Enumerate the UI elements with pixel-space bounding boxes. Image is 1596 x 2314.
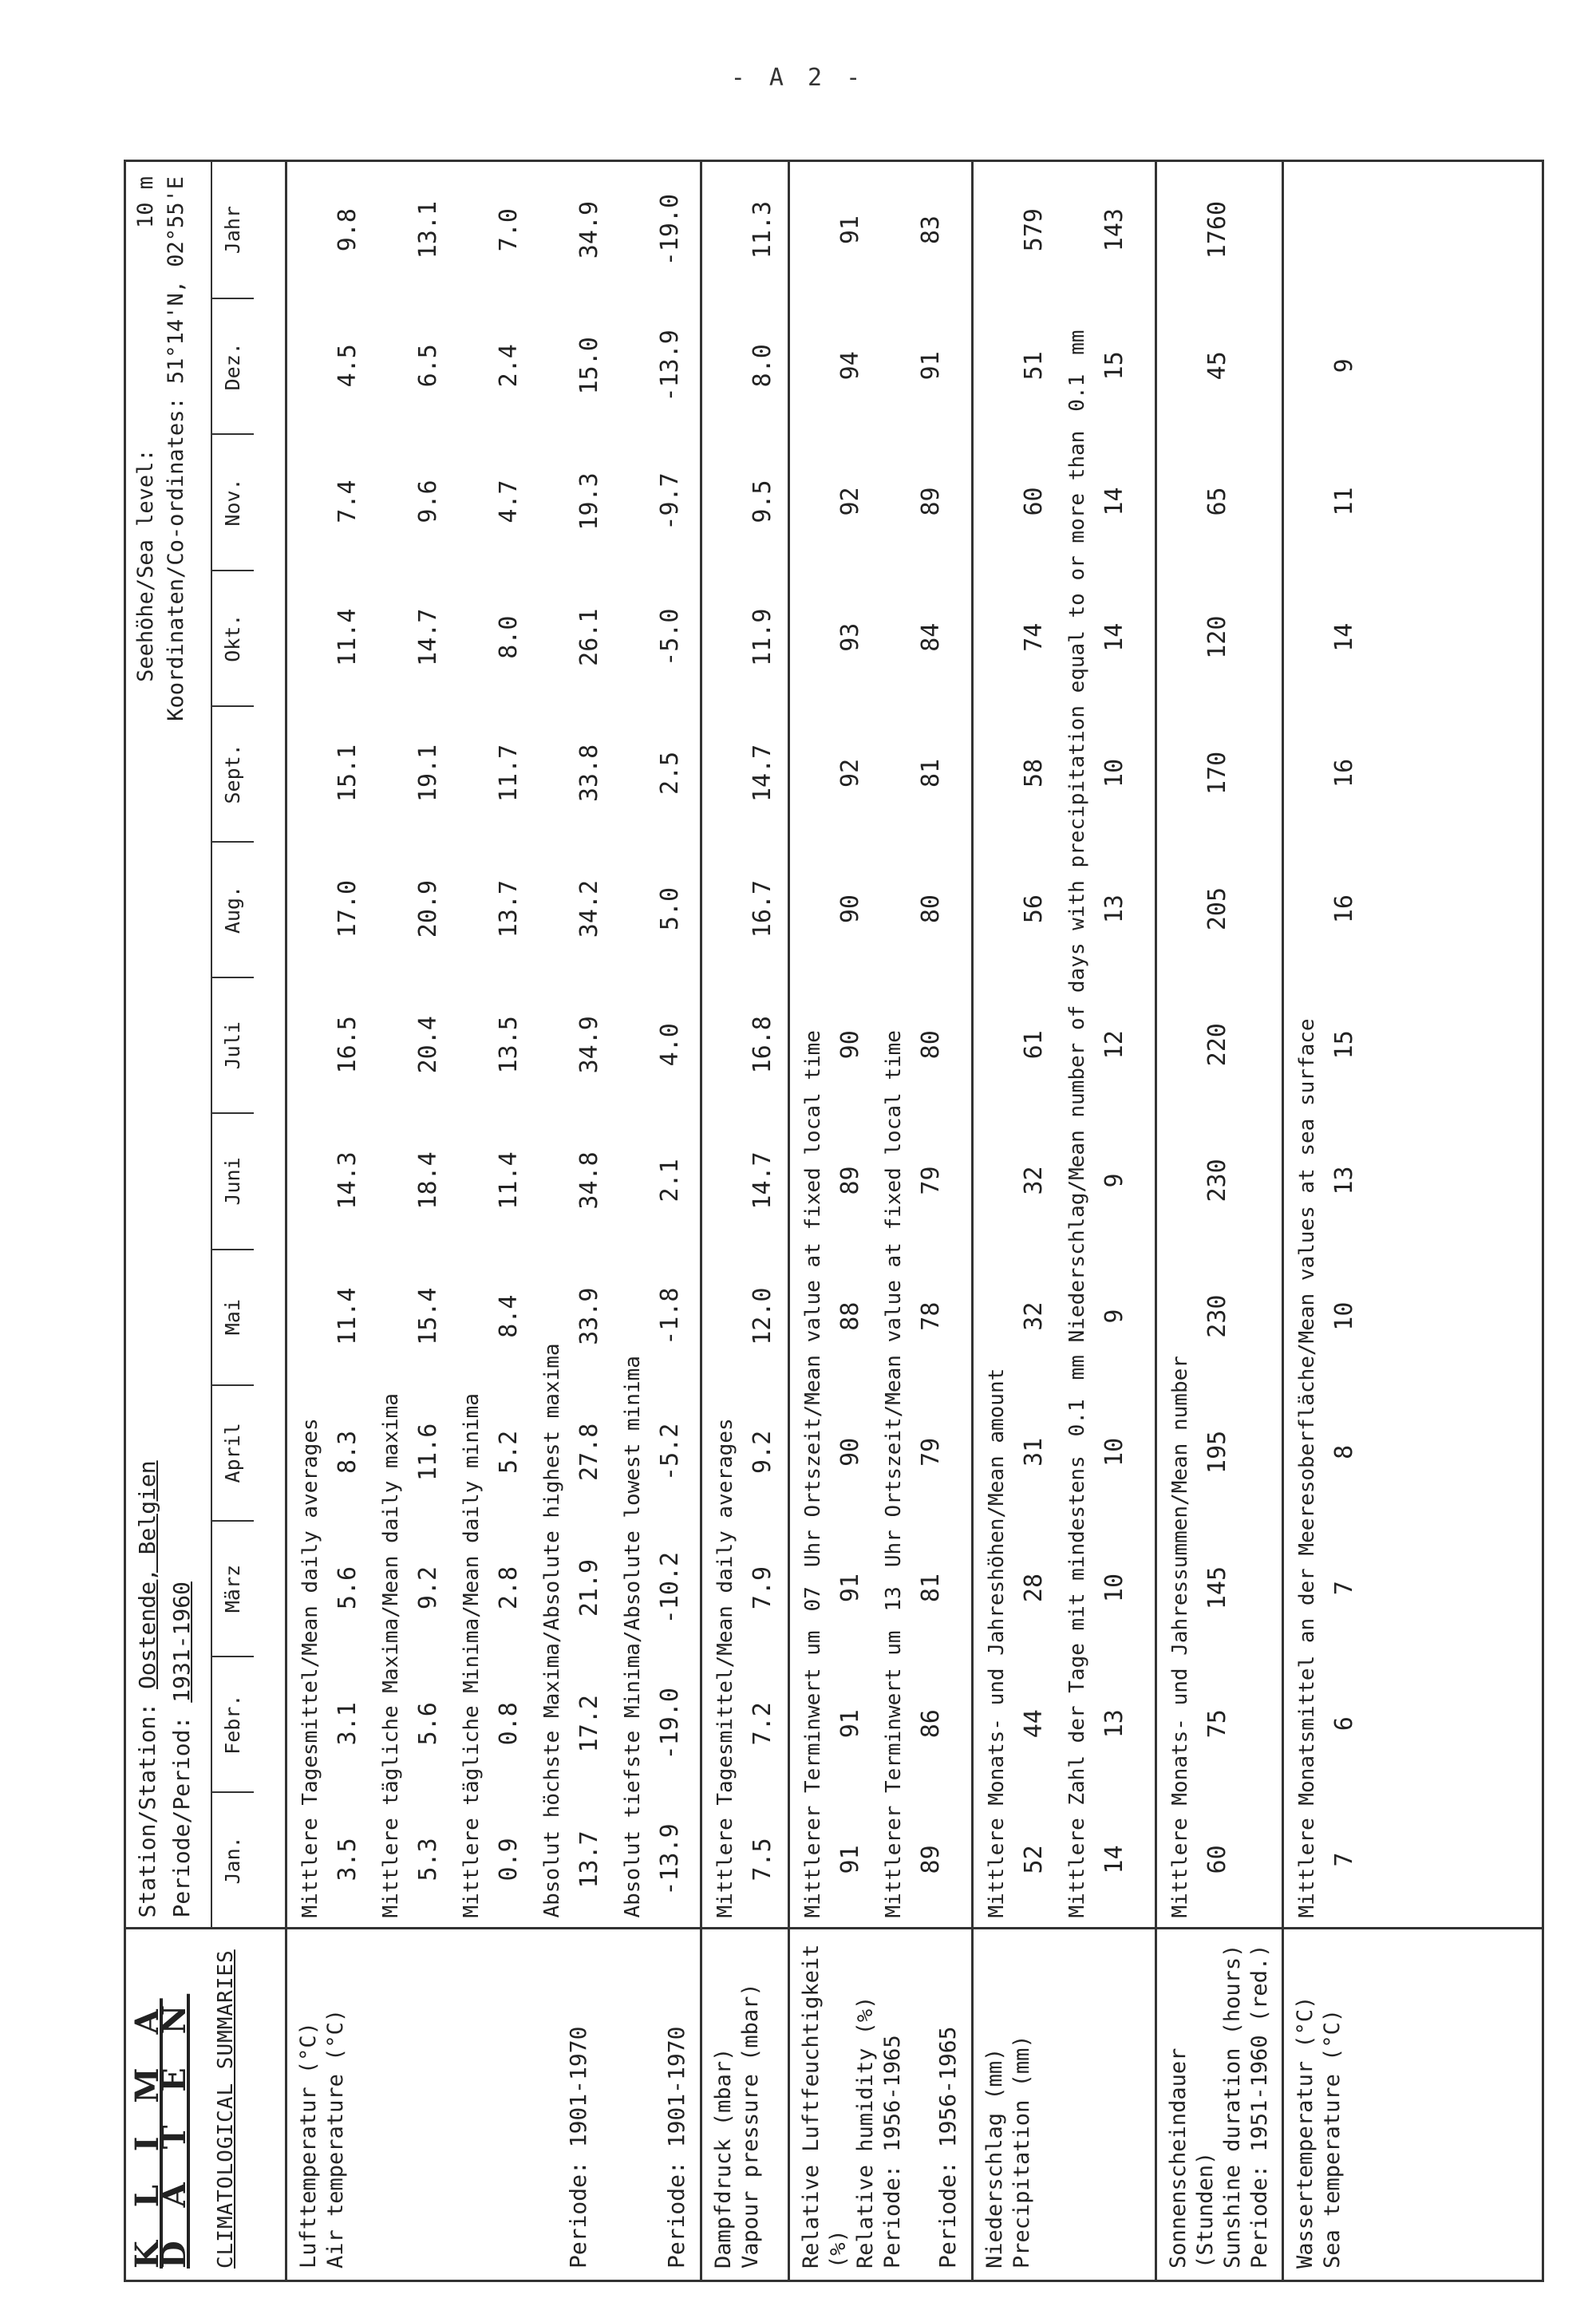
month-header-0: Jan. (211, 1791, 254, 1927)
data-row (448, 162, 529, 1928)
row-description (610, 162, 645, 1928)
value-cell: 8.3 (333, 1430, 361, 1474)
value-cell: 18.4 (413, 1151, 442, 1210)
value-cell: 4.0 (655, 1023, 684, 1067)
value-cell: 15.1 (333, 744, 361, 802)
value-cell: 5.0 (655, 887, 684, 931)
value-cell: 14 (1329, 622, 1358, 652)
value-cell: 220 (1203, 1023, 1231, 1067)
value-cell: 9.2 (748, 1430, 776, 1474)
row-description (368, 162, 403, 1928)
data-row (368, 162, 448, 1928)
row-desc: Absolut höchste Maxima/Absolute highest maxima (539, 1343, 564, 1918)
coords-label: Koordinaten/Co-ordinates: (164, 397, 188, 721)
label-de: Dampfdruck (mbar) (710, 2047, 736, 2269)
row-description (871, 162, 906, 1928)
value-cell: 92 (836, 487, 864, 516)
row-description (974, 162, 1009, 1928)
value-cell: 17.2 (575, 1695, 603, 1753)
table-header-label (126, 1929, 286, 2280)
row-threshold: 0.1 (1065, 1399, 1089, 1437)
value-cell: 3.5 (333, 1838, 361, 1882)
label-en: Relative humidity (%) (852, 1996, 878, 2269)
value-cell: 11.4 (333, 1287, 361, 1345)
row-values (1192, 162, 1231, 1928)
value-cell: 8.4 (494, 1294, 523, 1338)
value-cell: 90 (836, 1437, 864, 1467)
value-cell: 89 (916, 487, 945, 516)
value-cell: 90 (836, 1030, 864, 1060)
value-cell: 11.4 (494, 1151, 523, 1210)
value-cell: 61 (1019, 1030, 1048, 1060)
row-desc: Mittlere tägliche Maxima/Mean daily maxima (378, 1393, 403, 1918)
sea-level-label: Seehöhe/Sea level: (133, 448, 158, 682)
data-row (790, 162, 871, 1928)
value-cell: 60 (1019, 487, 1048, 516)
value-cell: 1760 (1203, 200, 1231, 259)
section-label-precip (972, 1929, 1156, 2280)
value-cell: 579 (1019, 208, 1048, 252)
value-cell: 9 (1100, 1173, 1128, 1188)
row-desc: Mittlere Monats- und Jahreshöhen/Mean amount (984, 1368, 1009, 1918)
section-label-humidity (788, 1929, 972, 2280)
value-cell: 16 (1329, 758, 1358, 788)
row-description (448, 162, 484, 1928)
value-cell: 7.0 (494, 208, 523, 252)
data-row (610, 162, 690, 1928)
value-cell: 9 (1329, 358, 1358, 373)
value-cell: 33.9 (575, 1287, 603, 1345)
page-number: - A 2 - (730, 64, 866, 92)
row-desc: Mittlerer Terminwert um (800, 1630, 825, 1918)
value-cell: 2.4 (494, 344, 523, 388)
value-cell: 9.6 (413, 480, 442, 523)
value-cell: -1.8 (655, 1287, 684, 1345)
period-line (160, 162, 195, 1928)
value-cell: 7.4 (333, 480, 361, 523)
row-desc: Mittlere Tagesmittel/Mean daily averages (713, 1418, 737, 1918)
row-description (790, 162, 825, 1928)
value-cell: 120 (1203, 615, 1231, 659)
value-cell: 20.4 (413, 1016, 442, 1074)
section-label-sea-temp (1282, 1929, 1370, 2280)
value-cell: 56 (1019, 894, 1048, 924)
value-cell: 7 (1329, 1852, 1358, 1867)
sea-level-value: 10 (133, 202, 158, 229)
value-cell: 91 (836, 215, 864, 245)
value-cell: 15 (1329, 1030, 1358, 1060)
row-values (403, 162, 442, 1928)
value-cell: 14 (1100, 622, 1128, 652)
row-values (825, 162, 864, 1928)
section-label-sunshine (1156, 1929, 1282, 2280)
section-label-air-temp (286, 1929, 701, 2280)
value-cell: 7.2 (748, 1702, 776, 1746)
value-cell: 51 (1019, 351, 1048, 381)
value-cell: 92 (836, 758, 864, 788)
value-cell: 205 (1203, 887, 1231, 931)
value-cell: -5.2 (655, 1423, 684, 1481)
row-values (484, 162, 523, 1928)
value-cell: 32 (1019, 1166, 1048, 1195)
value-cell: 80 (916, 1030, 945, 1060)
month-header-7: Aug. (211, 841, 254, 977)
value-cell: 89 (836, 1166, 864, 1195)
data-row (287, 162, 368, 1928)
row-description (1157, 162, 1192, 1928)
value-cell: 9.5 (748, 480, 776, 523)
row-desc: Mittlerer Terminwert um (881, 1630, 906, 1918)
value-cell: 79 (916, 1437, 945, 1467)
row-unit: mm (1065, 330, 1089, 355)
value-cell: 8.0 (748, 344, 776, 388)
value-cell: 91 (836, 1573, 864, 1603)
month-header-12: Jahr (211, 162, 254, 298)
value-cell: 31 (1019, 1437, 1048, 1467)
value-cell: 78 (916, 1301, 945, 1331)
value-cell: 81 (916, 758, 945, 788)
value-cell: 19.3 (575, 472, 603, 531)
value-cell: 45 (1203, 351, 1231, 381)
value-cell: 14.7 (748, 1151, 776, 1210)
row-values (1009, 162, 1048, 1928)
section-humidity (788, 162, 972, 1929)
row-desc-mid: mm Niederschlag/Mean number of days with precipitation equal to or more than (1065, 430, 1089, 1380)
period-abs-max: Periode: 1901-1970 (564, 2026, 591, 2269)
row-hour: 13 (881, 1586, 906, 1612)
value-cell: 88 (836, 1301, 864, 1331)
value-cell: 91 (916, 351, 945, 381)
value-cell: 79 (916, 1166, 945, 1195)
value-cell: 5.6 (413, 1702, 442, 1746)
row-description (702, 162, 737, 1928)
value-cell: 11.7 (494, 744, 523, 802)
value-cell: -19.0 (655, 193, 684, 267)
row-desc2: Uhr Ortszeit/Mean value at fixed local time (881, 1030, 906, 1568)
month-header-5: Juni (211, 1112, 254, 1248)
value-cell: 58 (1019, 758, 1048, 788)
value-cell: 170 (1203, 751, 1231, 795)
label-en: Air temperature (°C) (322, 2008, 348, 2269)
value-cell: 26.1 (575, 608, 603, 666)
data-row (529, 162, 610, 1928)
value-cell: 15.4 (413, 1287, 442, 1345)
value-cell: 14.7 (413, 608, 442, 666)
value-cell: 10 (1100, 1437, 1128, 1467)
value-cell: 80 (916, 894, 945, 924)
value-cell: 60 (1203, 1845, 1231, 1874)
value-cell: 13 (1100, 1709, 1128, 1739)
value-cell: 65 (1203, 487, 1231, 516)
value-cell: 52 (1019, 1845, 1048, 1874)
value-cell: 20.9 (413, 879, 442, 938)
data-row (974, 162, 1054, 1928)
value-cell: 14.7 (748, 744, 776, 802)
value-cell: 83 (916, 215, 945, 245)
page-subtitle: CLIMATOLOGICAL SUMMARIES (214, 1949, 238, 2269)
value-cell: 34.2 (575, 879, 603, 938)
data-row (1157, 162, 1238, 1928)
value-cell: 44 (1019, 1709, 1048, 1739)
value-cell: 7.5 (748, 1838, 776, 1882)
label-en: Precipitation (mm) (1009, 2035, 1034, 2269)
section-sunshine (1156, 162, 1282, 1929)
section-label-vapour (701, 1929, 788, 2280)
month-header-2: März (211, 1520, 254, 1656)
month-header-1: Febr. (211, 1656, 254, 1791)
row-threshold2: 0.1 (1065, 373, 1089, 412)
value-cell: 93 (836, 622, 864, 652)
value-cell: 12 (1100, 1030, 1128, 1060)
value-cell: 230 (1203, 1294, 1231, 1338)
value-cell: -19.0 (655, 1688, 684, 1760)
value-cell: 5.3 (413, 1838, 442, 1882)
value-cell: 143 (1100, 208, 1128, 252)
period-label: Periode/Period: (168, 1716, 195, 1918)
row-description (1284, 162, 1319, 1928)
value-cell: 15 (1100, 351, 1128, 381)
row-values (564, 162, 603, 1928)
value-cell: 11.3 (748, 200, 776, 259)
value-cell: 5.6 (333, 1566, 361, 1610)
value-cell: 11.4 (333, 608, 361, 666)
value-cell: 17.0 (333, 879, 361, 938)
value-cell: 19.1 (413, 744, 442, 802)
label-de: Sonnenscheindauer (Stunden) (1165, 2047, 1218, 2269)
value-cell: 8 (1329, 1444, 1358, 1459)
value-cell: 13.1 (413, 200, 442, 259)
data-row (1054, 162, 1135, 1928)
value-cell: 7.9 (748, 1566, 776, 1610)
period-humidity-2: Periode: 1956-1965 (934, 2026, 961, 2269)
value-cell: 2.8 (494, 1566, 523, 1610)
row-desc: Absolut tiefste Minima/Absolute lowest minima (620, 1356, 645, 1918)
value-cell: 86 (916, 1709, 945, 1739)
row-desc2: Uhr Ortszeit/Mean value at fixed local time (800, 1030, 825, 1568)
climate-table-sheet (124, 160, 1544, 2282)
value-cell: 33.8 (575, 744, 603, 802)
value-cell: 12.0 (748, 1287, 776, 1345)
value-cell: 145 (1203, 1566, 1231, 1610)
value-cell: 21.9 (575, 1558, 603, 1617)
value-cell: 0.9 (494, 1838, 523, 1882)
month-header-6: Juli (211, 977, 254, 1112)
row-values (1089, 162, 1128, 1928)
data-row (1284, 162, 1365, 1928)
value-cell: 32 (1019, 1301, 1048, 1331)
label-en: Vapour pressure (mbar) (737, 1983, 763, 2269)
label-de: Wassertemperatur (°C) (1292, 1996, 1317, 2269)
row-hour: 07 (800, 1586, 825, 1612)
label-en: Sea temperature (°C) (1319, 2008, 1345, 2269)
row-desc: Mittlere Monatsmittel an der Meeresoberfläche/Mean values at sea surface (1294, 1018, 1319, 1918)
value-cell: 91 (836, 1709, 864, 1739)
value-cell: 91 (836, 1845, 864, 1874)
month-header-8: Sept. (211, 705, 254, 841)
row-values (322, 162, 361, 1928)
station-label: Station/Station: (134, 1702, 160, 1918)
value-cell: 34.8 (575, 1151, 603, 1210)
period-humidity-1: Periode: 1956-1965 (879, 2035, 905, 2269)
label-de: Relative Luftfeuchtigkeit (%) (798, 1944, 851, 2269)
value-cell: 13.7 (494, 879, 523, 938)
page-title: K L I M A D A T E N (128, 1993, 193, 2269)
value-cell: 34.9 (575, 1016, 603, 1074)
value-cell: 3.1 (333, 1702, 361, 1746)
value-cell: 6 (1329, 1716, 1358, 1732)
row-desc: Mittlere Monats- und Jahressummen/Mean number (1167, 1356, 1192, 1918)
label-de: Lufttemperatur (°C) (295, 2022, 321, 2269)
row-desc: Mittlere tägliche Minima/Mean daily minima (459, 1393, 484, 1918)
row-desc: Mittlere Zahl der Tage mit mindestens (1065, 1455, 1089, 1918)
value-cell: 13 (1100, 894, 1128, 924)
value-cell: 15.0 (575, 337, 603, 395)
value-cell: 16.5 (333, 1016, 361, 1074)
row-description (287, 162, 322, 1928)
value-cell: 2.1 (655, 1159, 684, 1202)
value-cell: 10 (1100, 1573, 1128, 1603)
value-cell: 89 (916, 1845, 945, 1874)
value-cell: 6.5 (413, 344, 442, 388)
value-cell: 11.9 (748, 608, 776, 666)
value-cell: 4.7 (494, 480, 523, 523)
data-row (871, 162, 951, 1928)
row-values (645, 162, 684, 1928)
row-description (1054, 162, 1089, 1928)
value-cell: 5.2 (494, 1430, 523, 1474)
value-cell: 14.3 (333, 1151, 361, 1210)
month-header-3: April (211, 1384, 254, 1520)
climate-table (126, 162, 1542, 2280)
coords-value: 51°14'N, 02°55'E (164, 176, 188, 385)
value-cell: 9 (1100, 1309, 1128, 1324)
value-cell: -5.0 (655, 608, 684, 666)
month-header-11: Dez. (211, 298, 254, 433)
month-header-9: Okt. (211, 570, 254, 705)
value-cell: 11.6 (413, 1423, 442, 1481)
section-air-temp (286, 162, 701, 1929)
value-cell: 81 (916, 1573, 945, 1603)
sea-level-unit: m (133, 176, 158, 190)
value-cell: 74 (1019, 622, 1048, 652)
value-cell: -9.7 (655, 472, 684, 531)
section-vapour (701, 162, 788, 1929)
value-cell: 94 (836, 351, 864, 381)
station-header (126, 162, 286, 1929)
row-desc: Mittlere Tagesmittel/Mean daily averages (298, 1418, 322, 1918)
value-cell: 2.5 (655, 751, 684, 795)
period-value: 1931-1960 (168, 1581, 195, 1703)
value-cell: 28 (1019, 1573, 1048, 1603)
value-cell: 9.2 (413, 1566, 442, 1610)
label-en: Sunshine duration (hours) (1219, 1944, 1245, 2269)
value-cell: 75 (1203, 1709, 1231, 1739)
value-cell: -13.9 (655, 1823, 684, 1896)
value-cell: 16.8 (748, 1016, 776, 1074)
value-cell: -10.2 (655, 1551, 684, 1625)
value-cell: -13.9 (655, 330, 684, 402)
value-cell: 195 (1203, 1430, 1231, 1474)
value-cell: 13.7 (575, 1830, 603, 1889)
data-row (702, 162, 783, 1928)
month-header-4: Mai (211, 1249, 254, 1384)
period-abs-min: Periode: 1901-1970 (662, 2026, 689, 2269)
value-cell: 27.8 (575, 1423, 603, 1481)
label-de: Niederschlag (mm) (982, 2047, 1007, 2269)
station-name: Oostende, Belgien (134, 1460, 160, 1689)
value-cell: 90 (836, 894, 864, 924)
value-cell: 230 (1203, 1159, 1231, 1202)
value-cell: 16 (1329, 894, 1358, 924)
value-cell: 13 (1329, 1166, 1358, 1195)
value-cell: 14 (1100, 487, 1128, 516)
value-cell: 10 (1100, 758, 1128, 788)
value-cell: 8.0 (494, 615, 523, 659)
value-cell: 9.8 (333, 208, 361, 252)
value-cell: 7 (1329, 1581, 1358, 1596)
section-precip (972, 162, 1156, 1929)
row-values (1319, 162, 1358, 1928)
period-sunshine: Periode: 1951-1960 (red.) (1246, 1944, 1272, 2269)
value-cell: 14 (1100, 1845, 1128, 1874)
value-cell: 13.5 (494, 1016, 523, 1074)
value-cell (1330, 162, 1358, 298)
month-header-10: Nov. (211, 433, 254, 569)
value-cell: 84 (916, 622, 945, 652)
value-cell: 11 (1329, 487, 1358, 516)
row-description (529, 162, 564, 1928)
row-values (906, 162, 945, 1928)
section-sea-temp (1282, 162, 1370, 1929)
month-header-row (211, 162, 252, 1928)
value-cell: 16.7 (748, 879, 776, 938)
value-cell: 34.9 (575, 200, 603, 259)
value-cell: 4.5 (333, 344, 361, 388)
value-cell: 10 (1329, 1301, 1358, 1331)
row-values (737, 162, 776, 1928)
value-cell: 0.8 (494, 1702, 523, 1746)
